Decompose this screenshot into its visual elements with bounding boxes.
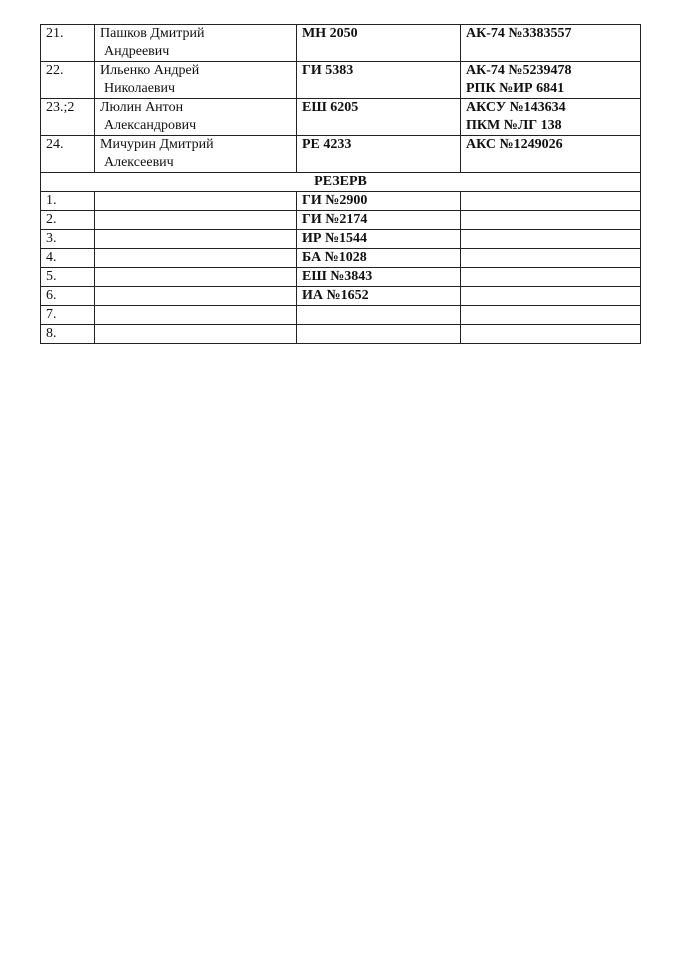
reserve-name [95,211,297,230]
reserve-name [95,192,297,211]
weapon-cell [461,136,641,173]
row-number: 21. [41,25,95,62]
weapon-cell [461,62,641,99]
vehicle-code: ЕШ 6205 [297,99,461,136]
weapon-primary: АКСУ №143634 [466,100,566,115]
weapon-primary: АК-74 №3383557 [466,26,572,41]
person-name [95,25,297,62]
reserve-row [41,192,641,211]
weapon-secondary: РПК №ИР 6841 [466,81,565,96]
reserve-name [95,287,297,306]
reserve-code: ИА №1652 [297,287,461,306]
patronymic: Александрович [104,118,197,133]
reserve-code: ГИ №2174 [297,211,461,230]
surname-given-name: Люлин Антон [100,100,184,115]
reserve-number: 5. [41,268,95,287]
weapon-primary: АКС №1249026 [466,137,563,152]
reserve-name [95,230,297,249]
weapon-cell [461,25,641,62]
table-row [41,136,641,173]
reserve-row [41,306,641,325]
reserve-code: БА №1028 [297,249,461,268]
reserve-name [95,249,297,268]
weapon-cell [461,99,641,136]
reserve-code [297,325,461,344]
weapon-secondary: ПКМ №ЛГ 138 [466,118,562,133]
patronymic: Алексеевич [104,155,174,170]
reserve-number: 8. [41,325,95,344]
reserve-number: 7. [41,306,95,325]
surname-given-name: Мичурин Дмитрий [100,137,214,152]
reserve-weapon [461,192,641,211]
reserve-title: РЕЗЕРВ [41,173,641,192]
reserve-code [297,306,461,325]
reserve-weapon [461,325,641,344]
roster-table [40,24,641,344]
vehicle-code: РЕ 4233 [297,136,461,173]
reserve-name [95,268,297,287]
reserve-number: 1. [41,192,95,211]
reserve-number: 4. [41,249,95,268]
table-row [41,62,641,99]
reserve-number: 3. [41,230,95,249]
reserve-number: 2. [41,211,95,230]
reserve-code: ИР №1544 [297,230,461,249]
reserve-code: ЕШ №3843 [297,268,461,287]
row-number: 24. [41,136,95,173]
reserve-name [95,306,297,325]
reserve-weapon [461,249,641,268]
reserve-weapon [461,268,641,287]
reserve-row [41,230,641,249]
patronymic: Николаевич [104,81,176,96]
reserve-row [41,268,641,287]
row-number: 22. [41,62,95,99]
reserve-row [41,325,641,344]
reserve-code: ГИ №2900 [297,192,461,211]
reserve-weapon [461,230,641,249]
table-row [41,99,641,136]
vehicle-code: ГИ 5383 [297,62,461,99]
patronymic: Андреевич [104,44,170,59]
reserve-name [95,325,297,344]
vehicle-code: МН 2050 [297,25,461,62]
surname-given-name: Ильенко Андрей [100,63,200,78]
reserve-row [41,287,641,306]
reserve-row [41,249,641,268]
reserve-number: 6. [41,287,95,306]
weapon-primary: АК-74 №5239478 [466,63,572,78]
reserve-header-row [41,173,641,192]
table-row [41,25,641,62]
person-name [95,62,297,99]
person-name [95,136,297,173]
reserve-row [41,211,641,230]
surname-given-name: Пашков Дмитрий [100,26,205,41]
row-number: 23.;2 [41,99,95,136]
reserve-weapon [461,287,641,306]
reserve-weapon [461,306,641,325]
reserve-weapon [461,211,641,230]
person-name [95,99,297,136]
